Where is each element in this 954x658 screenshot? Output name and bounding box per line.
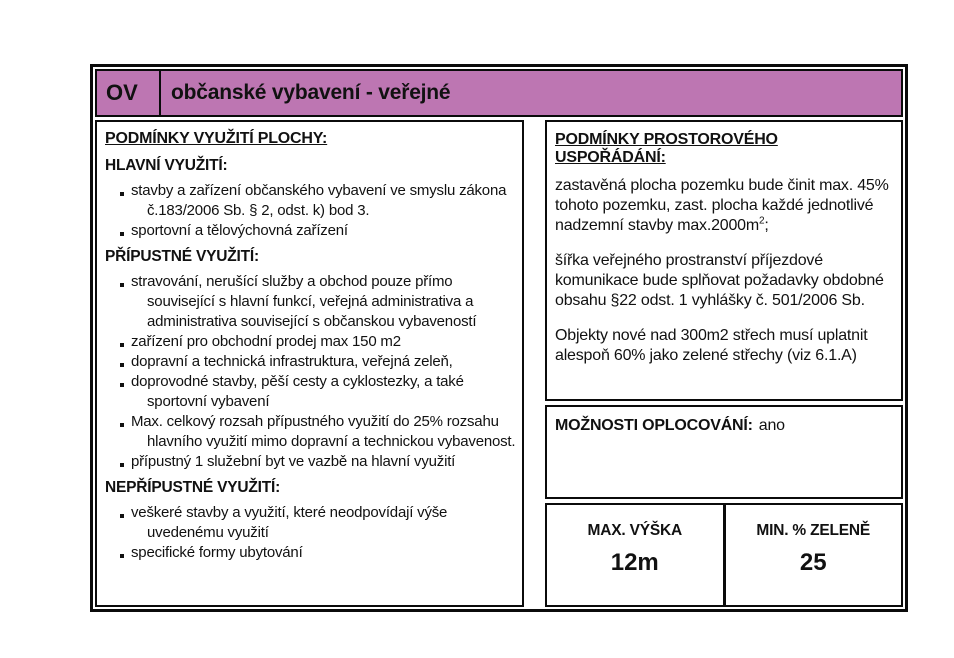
zone-title: občanské vybavení - veřejné (171, 81, 451, 104)
spatial-conditions-panel (545, 120, 903, 401)
max-height-value: 12m (610, 549, 659, 576)
list-item: dopravní a technická infrastruktura, veřejná zeleň, (101, 352, 516, 372)
sheet-body (95, 120, 903, 607)
permissible-use-list (101, 272, 516, 472)
fencing-label: MOŽNOSTI OPLOCOVÁNÍ: (555, 417, 753, 434)
zoning-sheet (90, 64, 908, 612)
spatial-conditions-title: PODMÍNKY PROSTOROVÉHO USPOŘÁDÁNÍ: (555, 131, 778, 166)
list-item: doprovodné stavby, pěší cesty a cyklostezky, a také sportovní vybavení (101, 372, 516, 412)
zone-code: OV (97, 71, 161, 115)
metrics-row (545, 503, 903, 607)
list-item: zařízení pro obchodní prodej max 150 m2 (101, 332, 516, 352)
list-item: přípustný 1 služební byt ve vazbě na hlavní využití (101, 452, 516, 472)
list-item: specifické formy ubytování (101, 543, 516, 563)
right-column (545, 120, 903, 607)
spatial-paragraph-1 (555, 176, 889, 236)
fencing-panel (545, 405, 903, 499)
superscript-2: 2 (759, 215, 765, 227)
list-item: Max. celkový rozsah přípustného využití do 25% rozsahu hlavního využití mimo dopravní a technickou vybavenost. (101, 412, 516, 452)
main-use-heading: HLAVNÍ VYUŽITÍ: (105, 157, 228, 174)
max-height-label: MAX. VÝŠKA (587, 522, 682, 539)
spatial-paragraph-3: Objekty nové nad 300m2 střech musí uplatnit alespoň 60% jako zelené střechy (viz 6.1.A) (555, 327, 868, 364)
spatial-paragraph-1-end: ; (764, 217, 769, 234)
impermissible-use-heading: NEPŘÍPUSTNÉ VYUŽITÍ: (105, 479, 281, 496)
fencing-value: ano (758, 417, 785, 434)
list-item: stavby a zařízení občanského vybavení ve smyslu zákona č.183/2006 Sb. § 2, odst. k) bod 3. (101, 181, 516, 221)
permissible-use-heading: PŘÍPUSTNÉ VYUŽITÍ: (105, 248, 259, 265)
list-item: veškeré stavby a využití, které neodpovídají výše uvedenému využití (101, 503, 516, 543)
min-green-value: 25 (799, 549, 827, 576)
spatial-paragraph-2: šířka veřejného prostranství příjezdové komunikace bude splňovat požadavky obdobné obsahu §22 odst. 1 vyhlášky č. 501/2006 Sb. (555, 252, 884, 309)
max-height-cell (545, 503, 726, 607)
spatial-paragraph-1-text: zastavěná plocha pozemku bude činit max. 45% tohoto pozemku, zast. plocha každé jednotlivé nadzemní stavby max.2000m (555, 177, 889, 234)
min-green-cell (726, 503, 904, 607)
impermissible-use-list (101, 503, 516, 563)
use-conditions-title: PODMÍNKY VYUŽITÍ PLOCHY: (105, 130, 328, 147)
min-green-label: MIN. % ZELENĚ (756, 522, 871, 539)
list-item: sportovní a tělovýchovná zařízení (101, 221, 516, 241)
zone-header-row (95, 69, 903, 117)
use-conditions-panel (95, 120, 524, 607)
column-gutter (524, 120, 545, 607)
main-use-list (101, 181, 516, 241)
list-item: stravování, nerušící služby a obchod pouze přímo související s hlavní funkcí, veřejná administrativa a administrativa související s občanskou vybaveností (101, 272, 516, 332)
